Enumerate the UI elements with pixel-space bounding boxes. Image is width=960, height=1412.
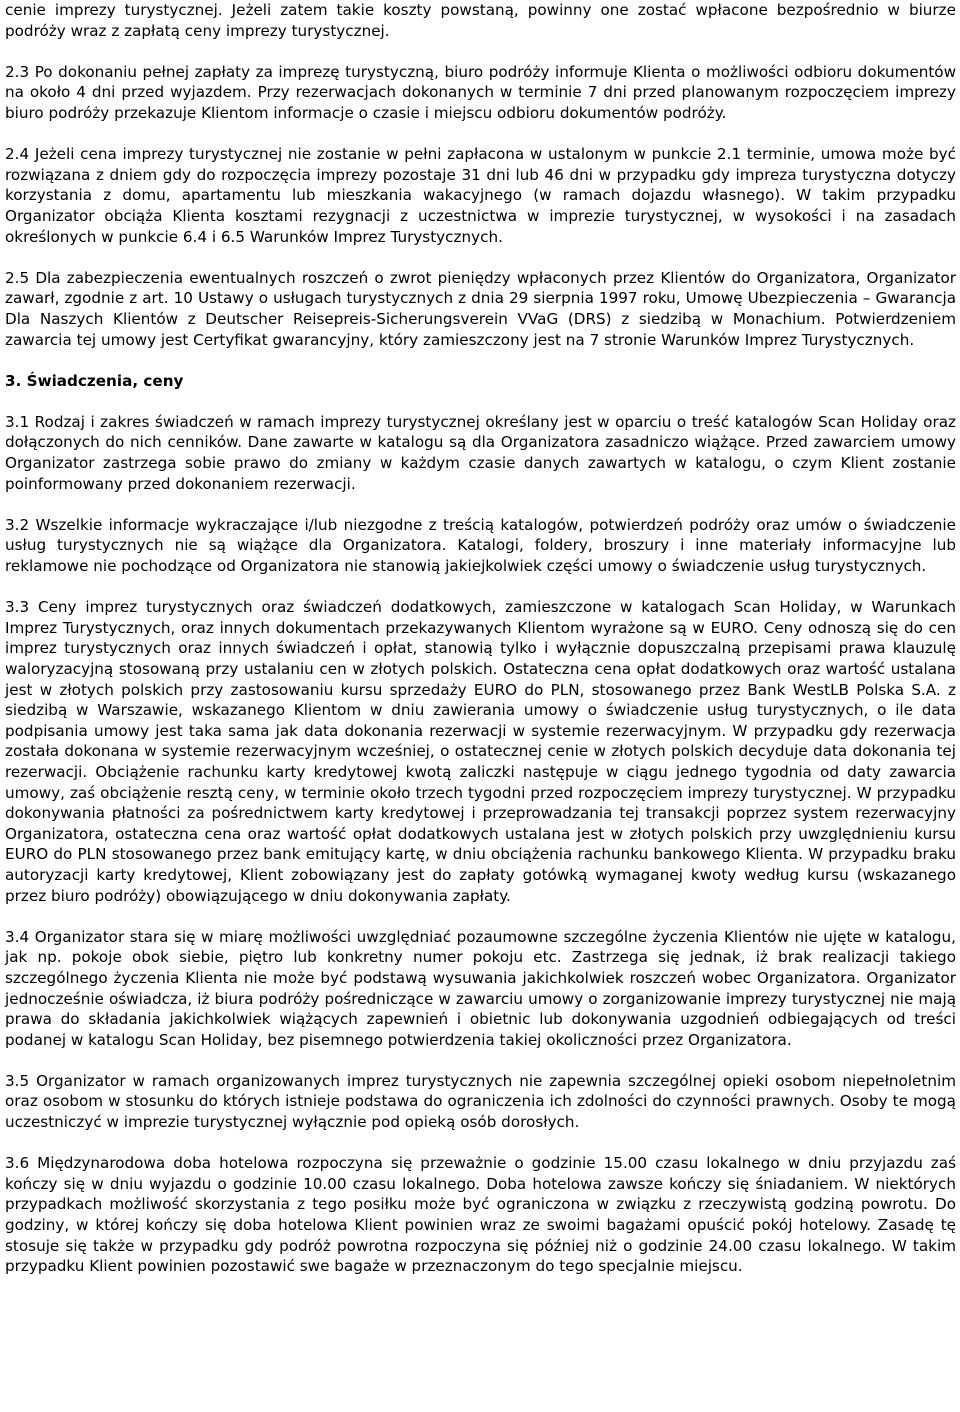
paragraph-3-3: 3.3 Ceny imprez turystycznych oraz świadczeń dodatkowych, zamieszczone w katalogach Scan Holiday, w Warunkach Imprez Turystycznych, oraz innych dokumentach przekazywanych Klientom wyrażone są w EURO. Ceny odnoszą się do cen imprez turystycznych oraz innych świadczeń i opłat, stanowią tylko i wyłącznie dopuszczalną przepisami prawa klauzulę waloryzacyjną stosowaną przy ustalaniu cen w złotych polskich. Ostateczna cena opłat dodatkowych oraz wartość ustalana jest w złotych polskich przy zastosowaniu kursu sprzedaży EURO do PLN, stosowanego przez Bank WestLB Polska S.A. z siedzibą w Warszawie, wskazanego Klientom w dniu zawierania umowy o świadczenie usług turystycznych, o ile data podpisania umowy jest taka sama jak data dokonania rezerwacji w systemie rezerwacyjnym. W przypadku gdy rezerwacja została dokonana w systemie rezerwacyjnym wcześniej, o ostatecznej cenie w złotych polskich decyduje data dokonania tej rezerwacji. Obciążenie rachunku karty kredytowej kwotą zaliczki następuje w ciągu jednego tygodnia od daty zawarcia umowy, zaś obciążenie resztą ceny, w terminie około trzech tygodni przed rozpoczęciem imprezy turystycznej. W przypadku dokonywania płatności za pośrednictwem karty kredytowej i przeprowadzania tej transakcji poprzez system rezerwacyjny Organizatora, ostateczna cena oraz wartość opłat dodatkowych ustalana jest w złotych polskich przy uwzględnieniu kursu EURO do PLN stosowanego przez bank emitujący kartę, w dniu obciążenia rachunku bankowego Klienta. W przypadku braku autoryzacji karty kredytowej, Klient zobowiązany jest do zapłaty gotówką wymaganej kwoty według kursu (wskazanego przez biuro podróży) obowiązującego w dniu dokonywania zapłaty. <box>5 598 956 905</box>
paragraph-2-5: 2.5 Dla zabezpieczenia ewentualnych roszczeń o zwrot pieniędzy wpłaconych przez Klientów do Organizatora, Organizator zawarł, zgodnie z art. 10 Ustawy o usługach turystycznych z dnia 29 sierpnia 1997 roku, Umowę Ubezpieczenia – Gwarancja Dla Naszych Klientów z Deutscher Reisepreis-Sicherungsverein VVaG (DRS) z siedzibą w Monachium. Potwierdzeniem zawarcia tej umowy jest Certyfikat gwarancyjny, który zamieszczony jest na 7 stronie Warunków Imprez Turystycznych. <box>5 268 956 349</box>
paragraph-3-4: 3.4 Organizator stara się w miarę możliwości uwzględniać pozaumowne szczególne życzenia Klientów nie ujęte w katalogu, jak np. pokoje obok siebie, piętro lub konkretny numer pokoju etc. Zastrzega się jednak, iż brak realizacji takiego szczególnego życzenia Klienta nie może być podstawą wysuwania jakichkolwiek roszczeń wobec Organizatora. Organizator jednocześnie oświadcza, iż biura podróży pośredniczące w zawarciu umowy o zorganizowanie imprezy turystycznej nie mają prawa do składania jakichkolwiek wiążących zapewnień i obietnic lub dokonywania uzgodnień odbiegających od treści podanej w katalogu Scan Holiday, bez pisemnego potwierdzenia takiej okoliczności przez Organizatora. <box>5 927 956 1049</box>
paragraph-3-1: 3.1 Rodzaj i zakres świadczeń w ramach imprezy turystycznej określany jest w oparciu o treść katalogów Scan Holiday oraz dołączonych do nich cenników. Dane zawarte w katalogu są dla Organizatora zasadniczo wiążące. Przed zawarciem umowy Organizator zastrzega sobie prawo do zmiany w każdym czasie danych zawartych w katalogu, o czym Klient zostanie poinformowany przed dokonaniem rezerwacji. <box>5 412 956 493</box>
paragraph-2-3: 2.3 Po dokonaniu pełnej zapłaty za imprezę turystyczną, biuro podróży informuje Klienta o możliwości odbioru dokumentów na około 4 dni przed wyjazdem. Przy rezerwacjach dokonanych w terminie 7 dni przed planowanym rozpoczęciem imprezy biuro podróży przekazuje Klientom informacje o czasie i miejscu odbioru dokumentów podróży. <box>5 62 956 122</box>
paragraph-3-5: 3.5 Organizator w ramach organizowanych imprez turystycznych nie zapewnia szczególnej opieki osobom niepełnoletnim oraz osobom w stosunku do których istnieje podstawa do ograniczenia ich zdolności do czynności prawnych. Osoby te mogą uczestniczyć w imprezie turystycznej wyłącznie pod opieką osób dorosłych. <box>5 1071 956 1132</box>
paragraph-2-4: 2.4 Jeżeli cena imprezy turystycznej nie zostanie w pełni zapłacona w ustalonym w punkcie 2.1 terminie, umowa może być rozwiązana z dniem gdy do rozpoczęcia imprezy pozostaje 31 dni lub 46 dni w przypadku gdy impreza turystyczna dotyczy korzystania z domu, apartamentu lub mieszkania wakacyjnego (w ramach dojazdu własnego). W takim przypadku Organizator obciąża Klienta kosztami rezygnacji z uczestnictwa w imprezie turystycznej, w wysokości i na zasadach określonych w punkcie 6.4 i 6.5 Warunków Imprez Turystycznych. <box>5 145 956 246</box>
section-heading-3: 3. Świadczenia, ceny <box>5 371 184 390</box>
paragraph-2-2-continuation: cenie imprezy turystycznej. Jeżeli zatem takie koszty powstaną, powinny one zostać wpłacone bezpośrednio w biurze podróży wraz z zapłatą ceny imprezy turystycznej. <box>5 1 956 40</box>
document-page <box>5 0 956 1277</box>
paragraph-3-6: 3.6 Międzynarodowa doba hotelowa rozpoczyna się przeważnie o godzinie 15.00 czasu lokalnego w dniu przyjazdu zaś kończy się w dniu wyjazdu o godzinie 10.00 czasu lokalnego. Doba hotelowa zawsze kończy się śniadaniem. W niektórych przypadkach możliwość skorzystania z tego posiłku może być ograniczona w związku z rzeczywistą godziną powrotu. Do godziny, w której kończy się doba hotelowa Klient powinien wraz ze swoimi bagażami opuścić pokój hotelowy. Zasadę tę stosuje się także w przypadku gdy podróż powrotna rozpoczyna się później niż o godzinie 24.00 czasu lokalnego. W takim przypadku Klient powinien pozostawić swe bagaże w przeznaczonym do tego specjalnie miejscu. <box>5 1154 956 1276</box>
paragraph-3-2: 3.2 Wszelkie informacje wykraczające i/lub niezgodne z treścią katalogów, potwierdzeń podróży oraz umów o świadczenie usług turystycznych nie są wiążące dla Organizatora. Katalogi, foldery, broszury i inne materiały informacyjne lub reklamowe nie pochodzące od Organizatora nie stanowią jakiejkolwiek części umowy o świadczenie usług turystycznych. <box>5 515 956 576</box>
